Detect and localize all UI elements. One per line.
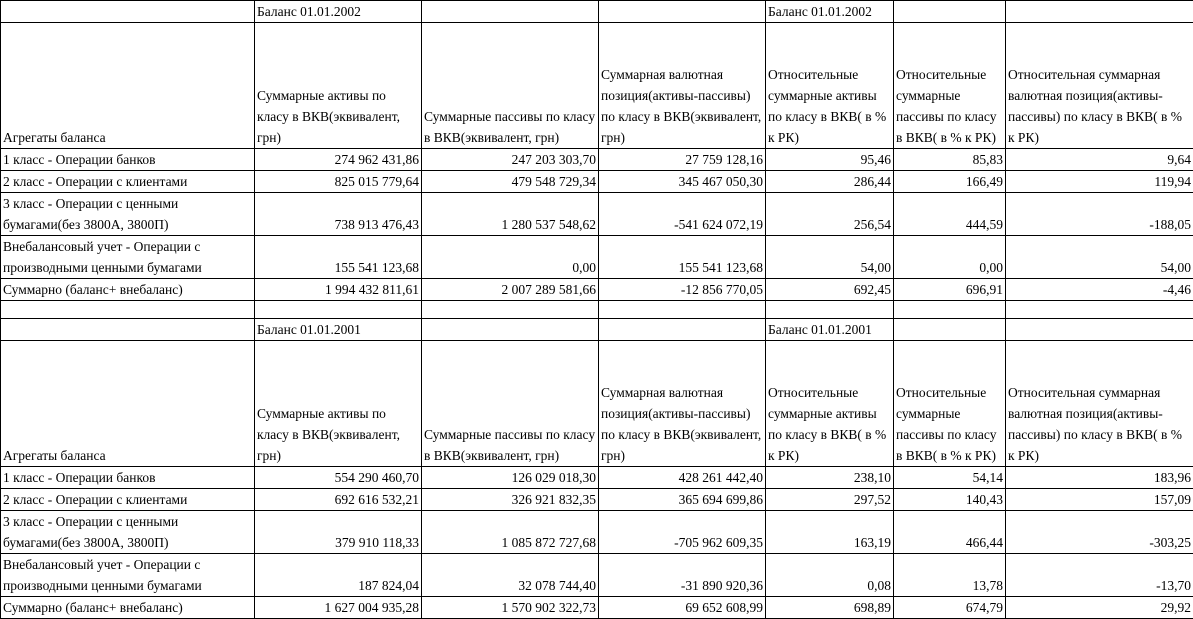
value-cell[interactable]: 738 913 476,43: [255, 193, 422, 236]
column-header-cell[interactable]: Суммарные активы по класу в ВКВ(эквивалент, грн): [255, 341, 422, 467]
value-cell[interactable]: 157,09: [1006, 489, 1193, 511]
column-header-cell[interactable]: Относительные суммарные пассивы по класу в ВКВ( в % к РК): [894, 341, 1006, 467]
table-row: [1, 149, 1193, 171]
column-header-cell[interactable]: Агрегаты баланса: [1, 23, 255, 149]
value-cell[interactable]: 1 085 872 727,68: [422, 511, 599, 554]
row-label-cell[interactable]: 3 класс - Операции с ценными бумагами(без 3800А, 3800П): [1, 193, 255, 236]
value-cell[interactable]: 698,89: [766, 597, 894, 619]
row-label-cell[interactable]: Суммарно (баланс+ внебаланс): [1, 597, 255, 619]
value-cell[interactable]: 696,91: [894, 279, 1006, 301]
value-cell[interactable]: 0,08: [766, 554, 894, 597]
column-header-row: [1, 23, 1193, 149]
value-cell[interactable]: 54,14: [894, 467, 1006, 489]
value-cell[interactable]: 69 652 608,99: [599, 597, 766, 619]
empty-cell[interactable]: [599, 319, 766, 341]
balance-date-cell[interactable]: Баланс 01.01.2002: [766, 1, 894, 23]
value-cell[interactable]: 126 029 018,30: [422, 467, 599, 489]
balance-date-cell[interactable]: Баланс 01.01.2001: [766, 319, 894, 341]
value-cell[interactable]: 554 290 460,70: [255, 467, 422, 489]
value-cell[interactable]: 256,54: [766, 193, 894, 236]
value-cell[interactable]: 365 694 699,86: [599, 489, 766, 511]
value-cell[interactable]: 1 280 537 548,62: [422, 193, 599, 236]
table-row: [1, 489, 1193, 511]
column-header-cell[interactable]: Суммарная валютная позиция(активы-пассивы) по класу в ВКВ(эквивалент, грн): [599, 341, 766, 467]
table-row: [1, 467, 1193, 489]
row-label-cell[interactable]: Внебалансовый учет - Операции с производными ценными бумагами: [1, 236, 255, 279]
empty-cell[interactable]: [599, 1, 766, 23]
empty-cell[interactable]: [766, 301, 894, 319]
empty-cell[interactable]: [255, 301, 422, 319]
value-cell[interactable]: 1 994 432 811,61: [255, 279, 422, 301]
column-header-cell[interactable]: Агрегаты баланса: [1, 341, 255, 467]
value-cell[interactable]: 95,46: [766, 149, 894, 171]
column-header-cell[interactable]: Относительная суммарная валютная позиция(активы-пассивы) по класу в ВКВ( в % к РК): [1006, 341, 1193, 467]
value-cell[interactable]: 1 627 004 935,28: [255, 597, 422, 619]
value-cell[interactable]: -188,05: [1006, 193, 1193, 236]
empty-cell[interactable]: [599, 301, 766, 319]
value-cell[interactable]: 326 921 832,35: [422, 489, 599, 511]
value-cell[interactable]: -705 962 609,35: [599, 511, 766, 554]
value-cell[interactable]: 166,49: [894, 171, 1006, 193]
value-cell[interactable]: 155 541 123,68: [255, 236, 422, 279]
value-cell[interactable]: 54,00: [766, 236, 894, 279]
value-cell[interactable]: 428 261 442,40: [599, 467, 766, 489]
value-cell[interactable]: 2 007 289 581,66: [422, 279, 599, 301]
value-cell[interactable]: -31 890 920,36: [599, 554, 766, 597]
column-header-cell[interactable]: Относительные суммарные пассивы по класу в ВКВ( в % к РК): [894, 23, 1006, 149]
value-cell[interactable]: 155 541 123,68: [599, 236, 766, 279]
row-label-cell[interactable]: 2 класс - Операции с клиентами: [1, 489, 255, 511]
table-row: [1, 279, 1193, 301]
value-cell[interactable]: 0,00: [422, 236, 599, 279]
value-cell[interactable]: -12 856 770,05: [599, 279, 766, 301]
column-header-cell[interactable]: Суммарная валютная позиция(активы-пассивы) по класу в ВКВ(эквивалент, грн): [599, 23, 766, 149]
value-cell[interactable]: 825 015 779,64: [255, 171, 422, 193]
column-header-cell[interactable]: Относительные суммарные активы по класу в ВКВ( в % к РК): [766, 23, 894, 149]
value-cell[interactable]: 32 078 744,40: [422, 554, 599, 597]
value-cell[interactable]: 444,59: [894, 193, 1006, 236]
value-cell[interactable]: -13,70: [1006, 554, 1193, 597]
row-label-cell[interactable]: 2 класс - Операции с клиентами: [1, 171, 255, 193]
value-cell[interactable]: 238,10: [766, 467, 894, 489]
value-cell[interactable]: 379 910 118,33: [255, 511, 422, 554]
empty-cell[interactable]: [1006, 319, 1193, 341]
value-cell[interactable]: 27 759 128,16: [599, 149, 766, 171]
value-cell[interactable]: 297,52: [766, 489, 894, 511]
table-row: [1, 171, 1193, 193]
empty-cell[interactable]: [422, 1, 599, 23]
value-cell[interactable]: 247 203 303,70: [422, 149, 599, 171]
empty-cell[interactable]: [894, 301, 1006, 319]
balance-date-cell[interactable]: Баланс 01.01.2001: [255, 319, 422, 341]
value-cell[interactable]: 9,64: [1006, 149, 1193, 171]
value-cell[interactable]: 274 962 431,86: [255, 149, 422, 171]
empty-cell[interactable]: [894, 319, 1006, 341]
value-cell[interactable]: -4,46: [1006, 279, 1193, 301]
table-row: [1, 511, 1193, 554]
empty-cell[interactable]: [422, 319, 599, 341]
value-cell[interactable]: -541 624 072,19: [599, 193, 766, 236]
value-cell[interactable]: 674,79: [894, 597, 1006, 619]
column-header-cell[interactable]: Суммарные активы по класу в ВКВ(эквивалент, грн): [255, 23, 422, 149]
column-header-cell[interactable]: Относительные суммарные активы по класу в ВКВ( в % к РК): [766, 341, 894, 467]
column-header-cell[interactable]: Суммарные пассивы по класу в ВКВ(эквивалент, грн): [422, 23, 599, 149]
balance-date-row: [1, 1, 1193, 23]
empty-cell[interactable]: [1, 1, 255, 23]
value-cell[interactable]: 29,92: [1006, 597, 1193, 619]
empty-cell[interactable]: [1006, 301, 1193, 319]
value-cell[interactable]: 140,43: [894, 489, 1006, 511]
spreadsheet-body: [1, 1, 1193, 619]
value-cell[interactable]: 163,19: [766, 511, 894, 554]
value-cell[interactable]: 345 467 050,30: [599, 171, 766, 193]
value-cell[interactable]: 286,44: [766, 171, 894, 193]
value-cell[interactable]: 0,00: [894, 236, 1006, 279]
balance-date-cell[interactable]: Баланс 01.01.2002: [255, 1, 422, 23]
row-label-cell[interactable]: 1 класс - Операции банков: [1, 467, 255, 489]
empty-cell[interactable]: [894, 1, 1006, 23]
empty-cell[interactable]: [1006, 1, 1193, 23]
value-cell[interactable]: 466,44: [894, 511, 1006, 554]
table-row: [1, 236, 1193, 279]
empty-cell[interactable]: [1, 301, 255, 319]
table-row: [1, 597, 1193, 619]
value-cell[interactable]: 692,45: [766, 279, 894, 301]
row-label-cell[interactable]: Внебалансовый учет - Операции с производными ценными бумагами: [1, 554, 255, 597]
row-label-cell[interactable]: 1 класс - Операции банков: [1, 149, 255, 171]
value-cell[interactable]: 54,00: [1006, 236, 1193, 279]
value-cell[interactable]: 183,96: [1006, 467, 1193, 489]
column-header-cell[interactable]: Суммарные пассивы по класу в ВКВ(эквивалент, грн): [422, 341, 599, 467]
table-row: [1, 193, 1193, 236]
empty-row: [1, 301, 1193, 319]
value-cell[interactable]: 1 570 902 322,73: [422, 597, 599, 619]
row-label-cell[interactable]: Суммарно (баланс+ внебаланс): [1, 279, 255, 301]
value-cell[interactable]: 13,78: [894, 554, 1006, 597]
value-cell[interactable]: 119,94: [1006, 171, 1193, 193]
table-row: [1, 554, 1193, 597]
value-cell[interactable]: 692 616 532,21: [255, 489, 422, 511]
value-cell[interactable]: 187 824,04: [255, 554, 422, 597]
balance-date-row: [1, 319, 1193, 341]
empty-cell[interactable]: [1, 319, 255, 341]
row-label-cell[interactable]: 3 класс - Операции с ценными бумагами(без 3800А, 3800П): [1, 511, 255, 554]
value-cell[interactable]: 479 548 729,34: [422, 171, 599, 193]
empty-cell[interactable]: [422, 301, 599, 319]
value-cell[interactable]: -303,25: [1006, 511, 1193, 554]
column-header-cell[interactable]: Относительная суммарная валютная позиция(активы-пассивы) по класу в ВКВ( в % к РК): [1006, 23, 1193, 149]
column-header-row: [1, 341, 1193, 467]
value-cell[interactable]: 85,83: [894, 149, 1006, 171]
